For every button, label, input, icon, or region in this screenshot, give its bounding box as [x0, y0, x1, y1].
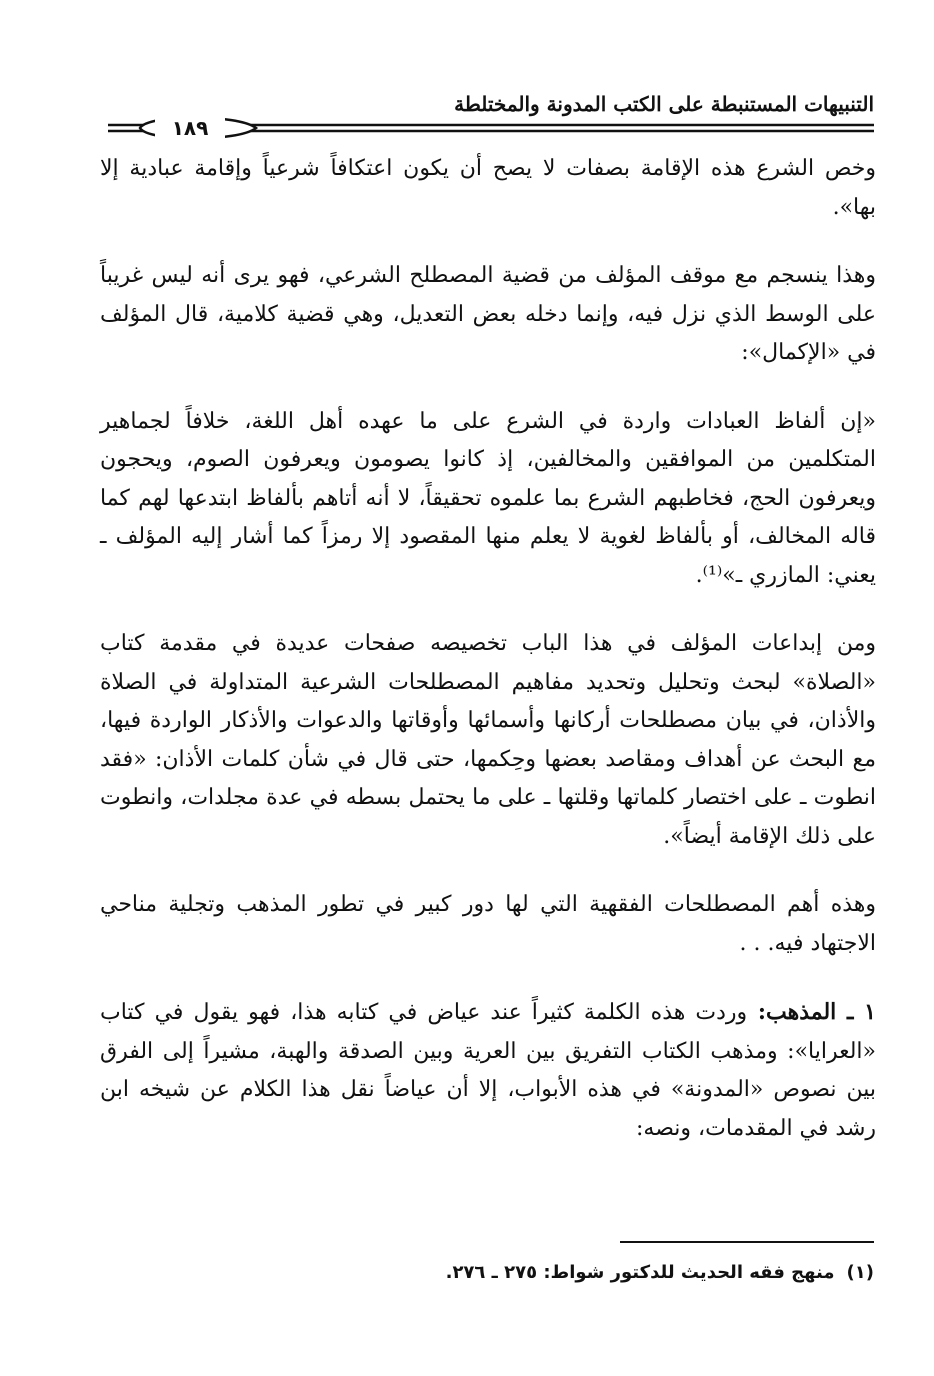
paragraph-6 — [100, 993, 876, 1148]
body-text — [100, 150, 876, 1178]
footnote — [94, 1260, 874, 1286]
page-number: ١٨٩ — [155, 116, 225, 140]
paragraph-5: وهذه أهم المصطلحات الفقهية التي لها دور كبير في تطور المذهب وتجلية مناحي الاجتهاد فيه. . . — [100, 892, 876, 956]
running-header-title: التنبيهات المستنبطة على الكتب المدونة والمختلطة — [454, 92, 874, 116]
footnote-text: منهج فقه الحديث للدكتور شواط: ٢٧٥ ـ ٢٧٦. — [445, 1262, 835, 1283]
paragraph-4: ومن إبداعات المؤلف في هذا الباب تخصيصه صفحات عديدة في مقدمة كتاب «الصلاة» لبحث وتحليل وتحديد مفاهيم المصطلحات الشرعية المتداولة في الصلاة والأذان، في بيان مصطلحات أركانها وأسمائها وأوقاتها والدعوات والأذكار الواردة فيها، مع البحث عن أهداف ومقاصد بعضها وحِكمها، حتى قال في شأن كلمات الأذان: «فقد انطوت ـ على اختصار كلماتها وقلتها ـ على ما يحتمل بسطه في عدة مجلدات، وانطوت على ذلك الإقامة أيضاً». — [100, 631, 876, 849]
paragraph-1: وخص الشرع هذه الإقامة بصفات لا يصح أن يكون اعتكافاً شرعياً وإقامة عبادية إلا بها». — [100, 156, 876, 220]
paragraph-2: وهذا ينسجم مع موقف المؤلف من قضية المصطلح الشرعي، فهو يرى أنه ليس غريباً على الوسط الذي نزل فيه، وإنما دخله بعض التعديل، وهي قضية كلامية، قال المؤلف في «الإكمال»: — [100, 263, 876, 365]
footnote-rule — [620, 1241, 874, 1243]
quote-paragraph: «إن ألفاظ العبادات واردة في الشرع على ما عهده أهل اللغة، خلافاً لجماهير المتكلمين من الموافقين والمخالفين، إذ كانوا يصومون ويعرفون الصوم، ويحجون ويعرفون الحج، فخاطبهم الشرع بما علموه تحقيقاً، لا أنه أتاهم بألفاظ ابتدعها لهم كما قاله المخالف، أو بألفاظ لغوية لا يعلم منها المقصود إلا رمزاً كما أشار إليه المؤلف ـ يعني: المازري ـ»⁽¹⁾. — [100, 408, 876, 588]
footnote-marker: (١) — [846, 1262, 874, 1283]
term-heading: ١ ـ المذهب: — [747, 999, 876, 1025]
paragraph-6-text: وردت هذه الكلمة كثيراً عند عياض في كتابه هذا، فهو يقول في كتاب «العرايا»: ومذهب الكتاب التفريق بين العرية وبين الصدقة والهبة، مشيراً إلى الفرق بين نصوص «المدونة» في هذه الأبواب، إلا أن عياضاً نقل هذا الكلام عن شيخه ابن رشد في المقدمات، ونصه: — [100, 1000, 876, 1141]
